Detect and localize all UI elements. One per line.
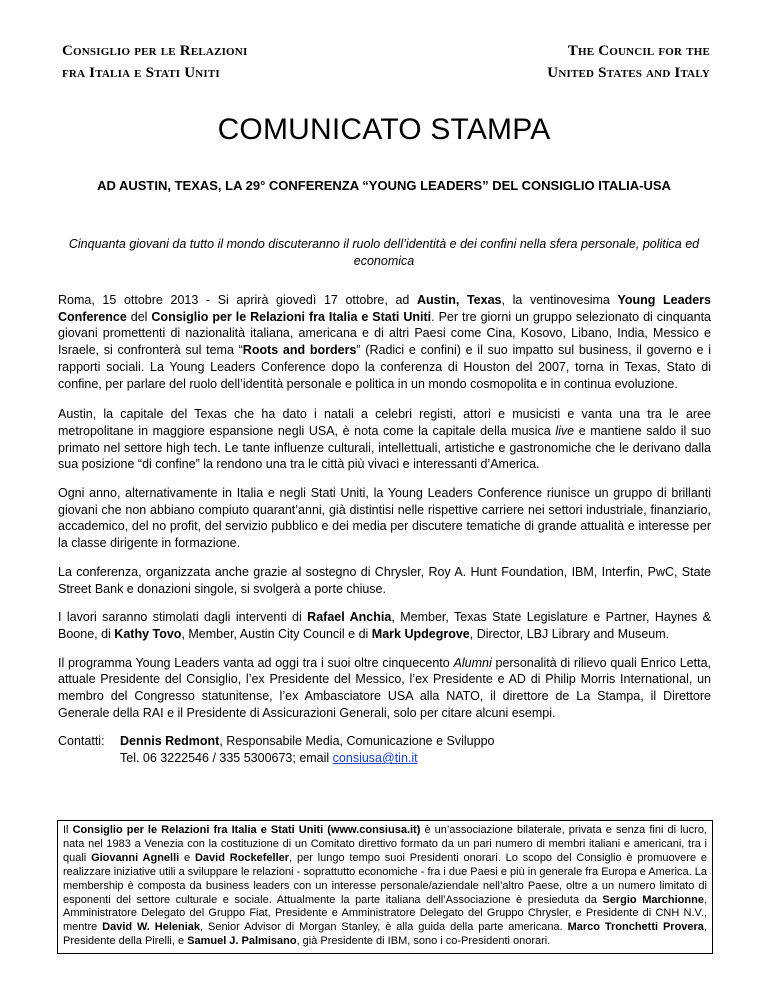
about-council-box: Il Consiglio per le Relazioni fra Italia e Stati Uniti (www.consiusa.it) è un’associazione bilaterale, privata e senza fini di lucro, nata nel 1983 a Venezia con la costituzione di un Comitato direttivo formato da un pari numero di membri italiani e americani, tra i quali Giovanni Agnelli e David Rockefeller, per lungo tempo suoi Presidenti onorari. Lo scopo del Consiglio è promuovere e realizzare iniziative utili a sviluppare le relazioni - soprattutto economiche - fra i due Paesi e più in generale fra Europa e America. La membership è composta da business leaders con un interesse personale/aziendale nell’altro Paese, oltre a un numero limitato di esponenti del settore culturale e sociale. Attualmente la parte italiana dell’Associazione è presieduta da Sergio Marchionne, Amministratore Delegato del Gruppo Fiat, Presidente e Amministratore Delegato del Gruppo Chrysler, e Presidente di CNH N.V., mentre David W. Heleniak, Senior Advisor di Morgan Stanley, è alla guida della parte americana. Marco Tronchetti Provera, Presidente della Pirelli, e Samuel J. Palmisano, già Presidente di IBM, sono i co-Presidenti onorari.	[57, 820, 713, 954]
subheadline: Cinquanta giovani da tutto il mondo discuteranno il ruolo dell’identità e dei confini nella sfera personale, politica ed economica	[68, 237, 700, 268]
header-english-name	[380, 40, 710, 84]
headline: AD AUSTIN, TEXAS, LA 29° CONFERENZA “YOUNG LEADERS” DEL CONSIGLIO ITALIA-USA	[97, 178, 671, 193]
paragraph-6: Il programma Young Leaders vanta ad oggi tra i suoi oltre cinquecento Alumni personalità di rilievo quali Enrico Letta, attuale Presidente del Consiglio, l’ex Presidente del Messico, l’ex Presidente e AD di Philip Morris International, un membro del Congresso statunitense, l’ex Ambasciatore USA alla NATO, il direttore de La Stampa, il Direttore Generale della RAI e il Presidente di Assicurazioni Generali, solo per citare alcuni esempi.	[58, 655, 712, 720]
header-left-line-2: fra Italia e Stati Uniti	[62, 65, 220, 81]
paragraph-4: La conferenza, organizzata anche grazie al sostegno di Chrysler, Roy A. Hunt Foundation, IBM, Interfin, PwC, State Street Bank e donazioni singole, si svolgerà a porte chiuse.	[58, 564, 711, 596]
header-right-line-2: United States and Italy	[547, 65, 710, 81]
header-italian-name	[62, 40, 392, 84]
contact-person: Dennis Redmont, Responsabile Media, Comunicazione e Sviluppo	[120, 734, 495, 749]
contacts-block	[58, 733, 711, 766]
header-right-line-1: The Council for the	[567, 43, 710, 59]
page-title: COMUNICATO STAMPA	[217, 113, 551, 146]
paragraph-1: Roma, 15 ottobre 2013 - Si aprirà giovedì 17 ottobre, ad Austin, Texas, la ventinovesima Young Leaders Conference del Consiglio per le Relazioni fra Italia e Stati Uniti. Per tre giorni un gruppo selezionato di cinquanta giovani promettenti di nazionalità italiana, americana e di altri Paesi come Cina, Kosovo, Libano, India, Messico e Israele, si confronterà sul tema “Roots and borders” (Radici e confini) e il suo impatto sul business, il governo e i rapporti sociali. La Young Leaders Conference dopo la conferenza di Houston del 2007, torna in Texas, Stato di confine, per parlare del ruolo dell’identità personale e politica in un mondo cosmopolita e in continua evoluzione.	[58, 293, 711, 391]
contacts-label: Contatti:	[58, 734, 105, 749]
email-link[interactable]: consiusa@tin.it	[332, 751, 418, 766]
header-left-line-1: Consiglio per le Relazioni	[62, 43, 248, 59]
paragraph-3: Ogni anno, alternativamente in Italia e negli Stati Uniti, la Young Leaders Conference riunisce un gruppo di brillanti giovani che non abbiano compiuto quarant’anni, già distintisi nelle rispettive carriere nei settori industriale, finanziario, accademico, del no profit, del servizio pubblico e dei media per discutere tematiche di grande attualità e interesse per la classe dirigente in formazione.	[58, 486, 711, 551]
paragraph-2: Austin, la capitale del Texas che ha dato i natali a celebri registi, attori e musicisti e vanta una tra le aree metropolitane in maggiore espansione negli USA, è nota come la capitale della musica live e mantiene saldo il suo primato nel settore high tech. Le tante influenze culturali, intellettuali, artistiche e gastronomiche che le derivano dalla sua posizione “di confine” la rendono una tra le città più vivaci e interessanti d’America.	[58, 407, 711, 472]
paragraph-5: I lavori saranno stimolati dagli interventi di Rafael Anchia, Member, Texas State Legislature e Partner, Haynes & Boone, di Kathy Tovo, Member, Austin City Council e di Mark Updegrove, Director, LBJ Library and Museum.	[58, 610, 712, 641]
body-text	[58, 292, 711, 767]
contact-details: Tel. 06 3222546 / 335 5300673; email consiusa@tin.it	[120, 751, 418, 766]
